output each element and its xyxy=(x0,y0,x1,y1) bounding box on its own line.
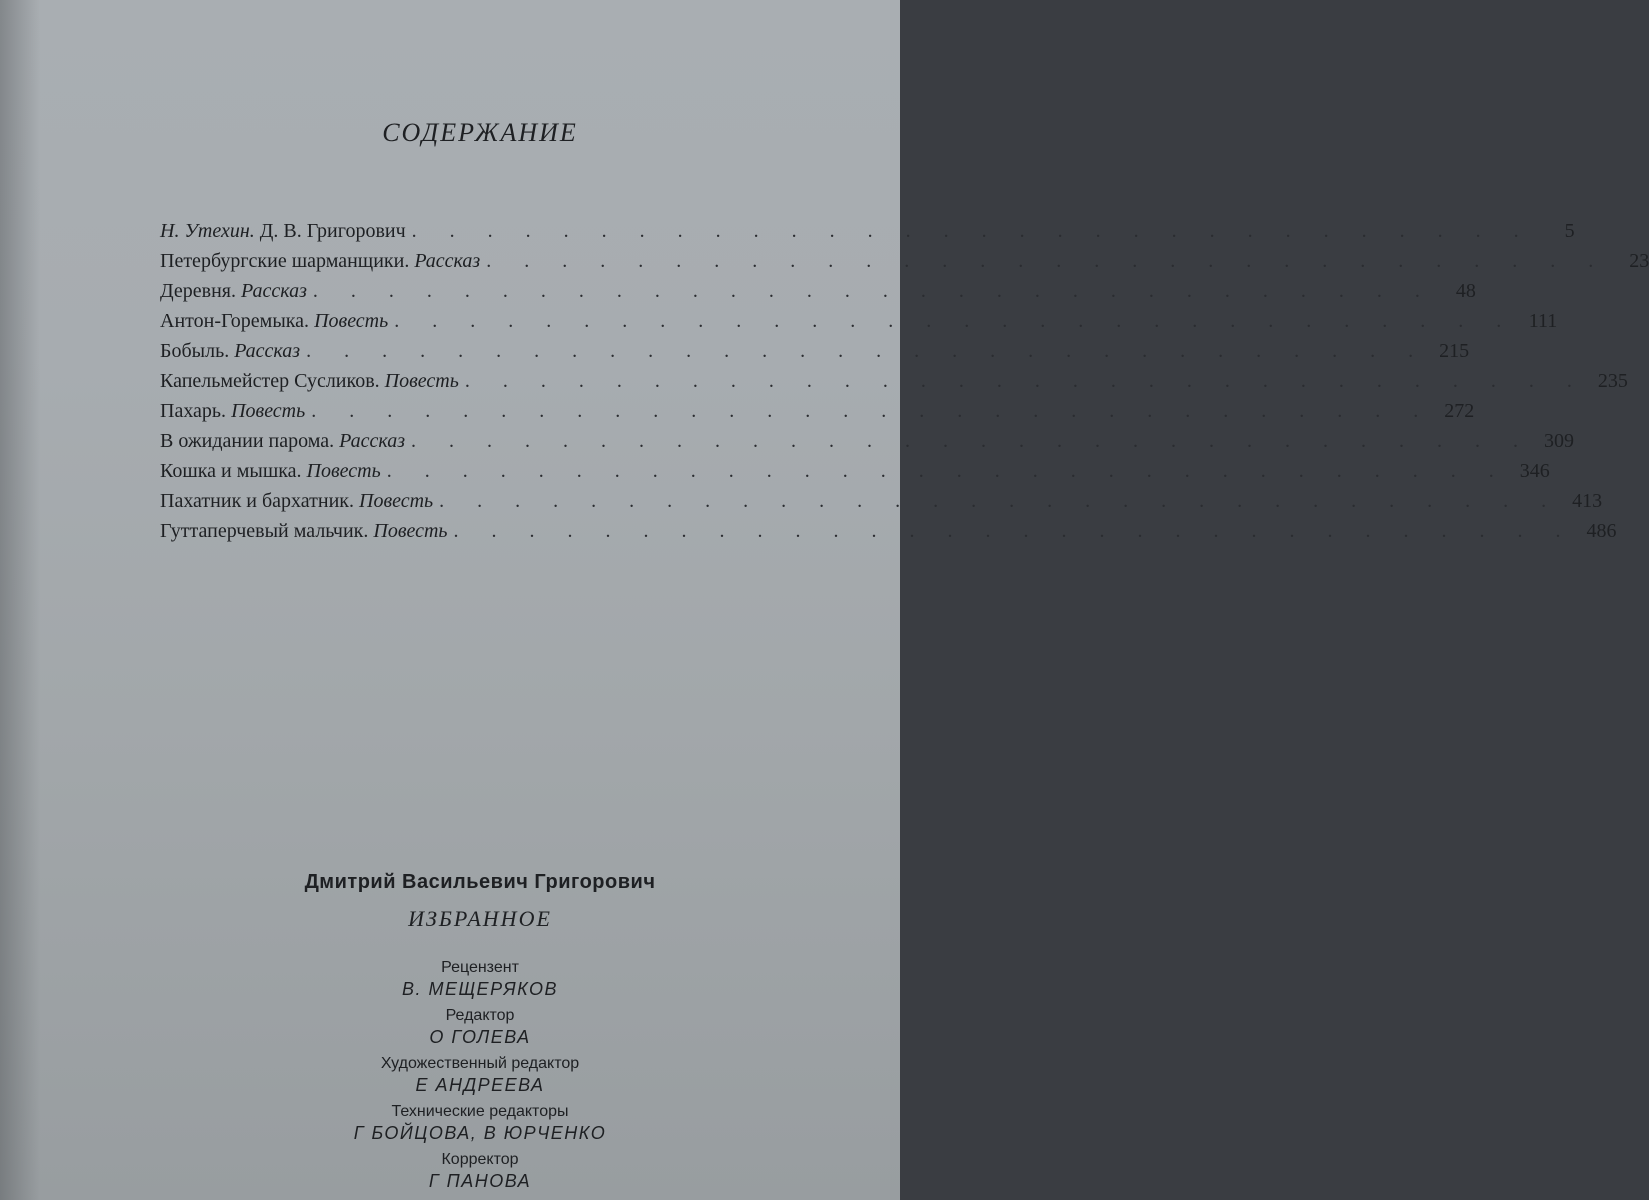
toc-entry-page: 48 xyxy=(1455,280,1476,302)
dot-leader: . . . . . . . . . . . . . . . . . . . . . . . . . . . . . . xyxy=(411,220,1533,242)
dot-leader: . . . . . . . . . . . . . . . . . . . . . . . . . . . . . . xyxy=(464,370,1586,392)
toc-entry-title: Пахатник и бархатник. xyxy=(160,490,354,512)
toc-entry-title: Д. В. Григорович xyxy=(259,220,406,242)
toc-entry-genre: Рассказ xyxy=(241,280,307,302)
imprint-book-title: ИЗБРАННОЕ xyxy=(408,906,552,931)
toc-entry xyxy=(160,216,1575,246)
toc-entry-text xyxy=(160,336,300,366)
toc-entry xyxy=(160,486,1603,516)
toc-entry-page: 111 xyxy=(1528,310,1558,332)
credit-role: Рецензент xyxy=(441,959,519,976)
toc-entry-page: 23 xyxy=(1629,250,1649,272)
toc-entry-page: 346 xyxy=(1519,460,1550,482)
toc-entry-text xyxy=(160,426,405,456)
toc-entry-text xyxy=(160,486,433,516)
table-of-contents xyxy=(160,216,1649,546)
toc-entry-genre: Рассказ xyxy=(234,340,301,362)
credit-role: Художественный редактор xyxy=(380,1055,580,1072)
toc-entry xyxy=(160,456,1550,486)
credit-name: Г ПАНОВА xyxy=(428,1171,532,1191)
toc-entry-text xyxy=(160,396,305,426)
toc-entry-author: Н. Утехин. xyxy=(160,220,255,242)
toc-entry-title: Кошка и мышка. xyxy=(160,460,302,482)
toc-entry-text xyxy=(160,516,448,546)
toc-entry-genre: Повесть xyxy=(373,520,448,542)
credit-role: Редактор xyxy=(445,1007,515,1024)
colophon xyxy=(190,866,770,1198)
credit-name: В. МЕЩЕРЯКОВ xyxy=(401,979,559,999)
toc-entry-genre: Повесть xyxy=(384,370,459,392)
credit-role: Технические редакторы xyxy=(391,1103,569,1120)
toc-entry-text xyxy=(160,456,381,486)
toc-entry xyxy=(160,336,1470,366)
toc-entry-genre: Рассказ xyxy=(339,430,405,452)
dot-leader: . . . . . . . . . . . . . . . . . . . . . . . . . . . . . . xyxy=(486,250,1608,272)
toc-entry-text xyxy=(160,306,388,336)
toc-entry xyxy=(160,396,1475,426)
contents-heading: СОДЕРЖАНИЕ xyxy=(382,118,578,147)
toc-entry-title: Деревня. xyxy=(160,280,236,302)
dot-leader: . . . . . . . . . . . . . . . . . . . . . . . . . . . . . . xyxy=(439,490,1561,512)
imprint-author: Дмитрий Васильевич Григорович xyxy=(304,871,656,893)
toc-entry-text xyxy=(160,246,480,276)
toc-entry-text xyxy=(160,216,406,246)
toc-entry xyxy=(160,516,1617,546)
toc-entry-text xyxy=(160,276,307,306)
page-edge-shadow xyxy=(0,0,40,1200)
credit-name: Г БОЙЦОВА, В ЮРЧЕНКО xyxy=(353,1123,607,1143)
toc-entry-title: В ожидании парома. xyxy=(160,430,335,452)
toc-entry-page: 486 xyxy=(1586,520,1617,542)
credit-name: О ГОЛЕВА xyxy=(429,1027,531,1047)
toc-entry xyxy=(160,246,1649,276)
dot-leader: . . . . . . . . . . . . . . . . . . . . . . . . . . . . . . xyxy=(311,400,1433,422)
toc-entry-genre: Повесть xyxy=(231,400,306,422)
credit-name: Е АНДРЕЕВА xyxy=(415,1075,545,1095)
toc-entry-genre: Рассказ xyxy=(414,250,481,272)
toc-entry-title: Антон-Горемыка. xyxy=(160,310,310,332)
toc-entry-title: Петербургские шарманщики. xyxy=(160,250,410,272)
toc-entry-title: Бобыль. xyxy=(160,340,230,362)
dot-leader: . . . . . . . . . . . . . . . . . . . . . . . . . . . . . . xyxy=(411,430,1532,452)
toc-entry-page: 309 xyxy=(1544,430,1574,452)
toc-entry-title: Пахарь. xyxy=(160,400,227,422)
toc-entry-genre: Повесть xyxy=(306,460,381,482)
dot-leader: . . . . . . . . . . . . . . . . . . . . . . . . . . . . . . xyxy=(312,280,1434,302)
toc-entry-title: Гуттаперчевый мальчик. xyxy=(160,520,369,542)
toc-entry-text xyxy=(160,366,459,396)
toc-entry-genre: Повесть xyxy=(359,490,434,512)
toc-entry-page: 235 xyxy=(1597,370,1628,392)
toc-entry-title: Капельмейстер Сусликов. xyxy=(160,370,380,392)
toc-entry xyxy=(160,366,1628,396)
toc-entry xyxy=(160,276,1476,306)
toc-entry-page: 5 xyxy=(1564,220,1575,242)
dot-leader: . . . . . . . . . . . . . . . . . . . . . . . . . . . . . . xyxy=(453,520,1575,542)
toc-entry-page: 272 xyxy=(1444,400,1475,422)
toc-entry xyxy=(160,426,1574,456)
dot-leader: . . . . . . . . . . . . . . . . . . . . . . . . . . . . . . xyxy=(386,460,1508,482)
toc-entry xyxy=(160,306,1558,336)
credit-role: Корректор xyxy=(441,1151,519,1168)
toc-entry-page: 215 xyxy=(1439,340,1470,362)
dot-leader: . . . . . . . . . . . . . . . . . . . . . . . . . . . . . . xyxy=(306,340,1428,362)
dot-leader: . . . . . . . . . . . . . . . . . . . . . . . . . . . . . . xyxy=(394,310,1516,332)
toc-entry-page: 413 xyxy=(1572,490,1603,512)
toc-entry-genre: Повесть xyxy=(314,310,389,332)
